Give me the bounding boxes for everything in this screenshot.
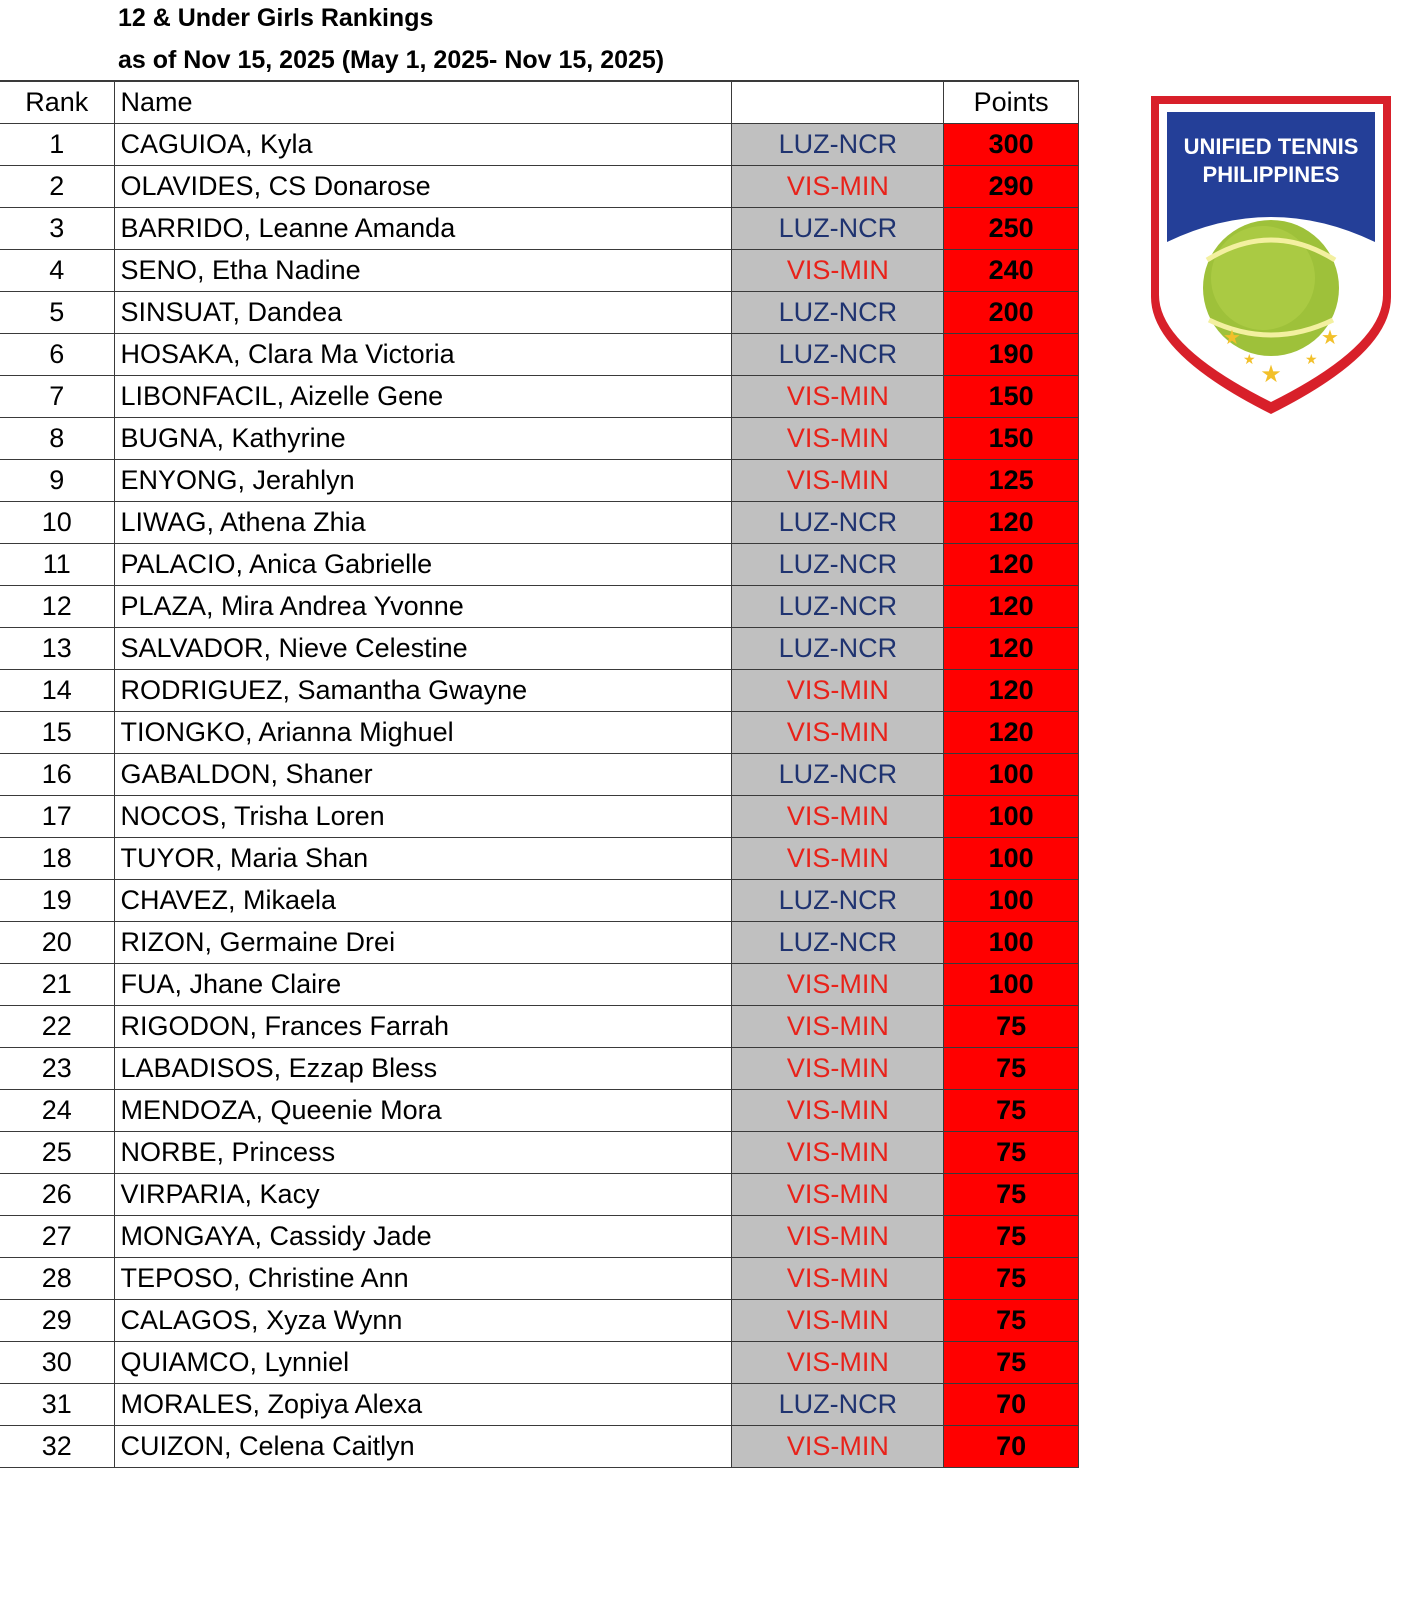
table-row [0, 586, 1079, 628]
name-cell: TIONGKO, Arianna Mighuel [114, 712, 732, 754]
region-cell: VIS-MIN [732, 1426, 944, 1468]
name-cell: MENDOZA, Queenie Mora [114, 1090, 732, 1132]
name-cell: CUIZON, Celena Caitlyn [114, 1426, 732, 1468]
table-row [0, 250, 1079, 292]
name-cell: LABADISOS, Ezzap Bless [114, 1048, 732, 1090]
rank-cell: 2 [0, 166, 114, 208]
region-cell: VIS-MIN [732, 796, 944, 838]
name-cell: GABALDON, Shaner [114, 754, 732, 796]
name-cell: FUA, Jhane Claire [114, 964, 732, 1006]
page-title: 12 & Under Girls Rankings [118, 4, 434, 32]
rank-cell: 23 [0, 1048, 114, 1090]
region-cell: LUZ-NCR [732, 880, 944, 922]
table-row [0, 1174, 1079, 1216]
name-cell: NOCOS, Trisha Loren [114, 796, 732, 838]
table-row [0, 1258, 1079, 1300]
table-row [0, 880, 1079, 922]
points-cell: 120 [944, 586, 1079, 628]
table-row [0, 334, 1079, 376]
table-row [0, 628, 1079, 670]
table-row [0, 1300, 1079, 1342]
region-cell: LUZ-NCR [732, 754, 944, 796]
name-cell: SENO, Etha Nadine [114, 250, 732, 292]
rank-cell: 31 [0, 1384, 114, 1426]
region-cell: VIS-MIN [732, 1174, 944, 1216]
name-cell: OLAVIDES, CS Donarose [114, 166, 732, 208]
name-cell: BARRIDO, Leanne Amanda [114, 208, 732, 250]
points-cell: 75 [944, 1090, 1079, 1132]
region-cell: VIS-MIN [732, 166, 944, 208]
region-cell: VIS-MIN [732, 838, 944, 880]
header-name: Name [114, 81, 732, 124]
rank-cell: 7 [0, 376, 114, 418]
table-row [0, 964, 1079, 1006]
points-cell: 290 [944, 166, 1079, 208]
rank-cell: 26 [0, 1174, 114, 1216]
table-row [0, 1426, 1079, 1468]
table-row [0, 418, 1079, 460]
header-region [732, 81, 944, 124]
name-cell: RIZON, Germaine Drei [114, 922, 732, 964]
table-row [0, 1006, 1079, 1048]
svg-text:★: ★ [1260, 360, 1282, 388]
points-cell: 100 [944, 880, 1079, 922]
points-cell: 70 [944, 1384, 1079, 1426]
rank-cell: 32 [0, 1426, 114, 1468]
table-row [0, 670, 1079, 712]
region-cell: VIS-MIN [732, 712, 944, 754]
table-row [0, 544, 1079, 586]
table-row [0, 460, 1079, 502]
name-cell: TUYOR, Maria Shan [114, 838, 732, 880]
table-row [0, 502, 1079, 544]
name-cell: SALVADOR, Nieve Celestine [114, 628, 732, 670]
rank-cell: 21 [0, 964, 114, 1006]
name-cell: BUGNA, Kathyrine [114, 418, 732, 460]
rank-cell: 14 [0, 670, 114, 712]
points-cell: 75 [944, 1048, 1079, 1090]
table-row [0, 1132, 1079, 1174]
page-subtitle: as of Nov 15, 2025 (May 1, 2025- Nov 15, 2025) [118, 46, 665, 74]
rank-cell: 19 [0, 880, 114, 922]
shield-logo-icon [1145, 92, 1397, 422]
rank-cell: 5 [0, 292, 114, 334]
region-cell: VIS-MIN [732, 670, 944, 712]
rank-cell: 3 [0, 208, 114, 250]
region-cell: VIS-MIN [732, 1132, 944, 1174]
table-row [0, 796, 1079, 838]
region-cell: LUZ-NCR [732, 502, 944, 544]
region-cell: VIS-MIN [732, 1216, 944, 1258]
region-cell: LUZ-NCR [732, 922, 944, 964]
region-cell: VIS-MIN [732, 418, 944, 460]
region-cell: VIS-MIN [732, 1006, 944, 1048]
header-points: Points [944, 81, 1079, 124]
name-cell: CALAGOS, Xyza Wynn [114, 1300, 732, 1342]
rankings-table-body [0, 81, 1079, 1468]
rankings-table [0, 80, 1079, 1468]
name-cell: TEPOSO, Christine Ann [114, 1258, 732, 1300]
region-cell: LUZ-NCR [732, 1384, 944, 1426]
rank-cell: 16 [0, 754, 114, 796]
points-cell: 120 [944, 502, 1079, 544]
svg-text:★: ★ [1223, 325, 1241, 349]
points-cell: 100 [944, 754, 1079, 796]
rank-cell: 22 [0, 1006, 114, 1048]
rank-cell: 12 [0, 586, 114, 628]
rank-cell: 24 [0, 1090, 114, 1132]
region-cell: VIS-MIN [732, 250, 944, 292]
name-cell: CAGUIOA, Kyla [114, 124, 732, 166]
rank-cell: 1 [0, 124, 114, 166]
table-row [0, 754, 1079, 796]
table-row [0, 292, 1079, 334]
rank-cell: 10 [0, 502, 114, 544]
table-row [0, 1090, 1079, 1132]
region-cell: VIS-MIN [732, 1342, 944, 1384]
points-cell: 75 [944, 1174, 1079, 1216]
rank-cell: 28 [0, 1258, 114, 1300]
name-cell: LIWAG, Athena Zhia [114, 502, 732, 544]
table-row [0, 1342, 1079, 1384]
points-cell: 240 [944, 250, 1079, 292]
name-cell: NORBE, Princess [114, 1132, 732, 1174]
points-cell: 75 [944, 1258, 1079, 1300]
name-cell: VIRPARIA, Kacy [114, 1174, 732, 1216]
table-row [0, 1048, 1079, 1090]
region-cell: VIS-MIN [732, 1258, 944, 1300]
table-row [0, 1216, 1079, 1258]
rank-cell: 18 [0, 838, 114, 880]
table-row [0, 1384, 1079, 1426]
rank-cell: 17 [0, 796, 114, 838]
rank-cell: 27 [0, 1216, 114, 1258]
points-cell: 150 [944, 376, 1079, 418]
name-cell: RODRIGUEZ, Samantha Gwayne [114, 670, 732, 712]
points-cell: 250 [944, 208, 1079, 250]
points-cell: 100 [944, 922, 1079, 964]
region-cell: LUZ-NCR [732, 124, 944, 166]
region-cell: VIS-MIN [732, 1300, 944, 1342]
rank-cell: 11 [0, 544, 114, 586]
points-cell: 100 [944, 796, 1079, 838]
points-cell: 120 [944, 544, 1079, 586]
points-cell: 100 [944, 838, 1079, 880]
name-cell: RIGODON, Frances Farrah [114, 1006, 732, 1048]
points-cell: 200 [944, 292, 1079, 334]
points-cell: 75 [944, 1342, 1079, 1384]
unified-tennis-philippines-logo [1145, 92, 1397, 422]
table-header-row [0, 81, 1079, 124]
name-cell: SINSUAT, Dandea [114, 292, 732, 334]
svg-text:★: ★ [1243, 352, 1256, 368]
logo-line2: PHILIPPINES [1202, 162, 1340, 187]
name-cell: QUIAMCO, Lynniel [114, 1342, 732, 1384]
rank-cell: 9 [0, 460, 114, 502]
points-cell: 75 [944, 1132, 1079, 1174]
region-cell: LUZ-NCR [732, 334, 944, 376]
name-cell: CHAVEZ, Mikaela [114, 880, 732, 922]
rank-cell: 20 [0, 922, 114, 964]
name-cell: PALACIO, Anica Gabrielle [114, 544, 732, 586]
name-cell: ENYONG, Jerahlyn [114, 460, 732, 502]
region-cell: VIS-MIN [732, 460, 944, 502]
rank-cell: 6 [0, 334, 114, 376]
rank-cell: 29 [0, 1300, 114, 1342]
svg-text:★: ★ [1305, 352, 1318, 368]
rank-cell: 13 [0, 628, 114, 670]
rank-cell: 8 [0, 418, 114, 460]
rank-cell: 4 [0, 250, 114, 292]
name-cell: MORALES, Zopiya Alexa [114, 1384, 732, 1426]
region-cell: VIS-MIN [732, 1048, 944, 1090]
points-cell: 100 [944, 964, 1079, 1006]
table-row [0, 208, 1079, 250]
region-cell: VIS-MIN [732, 376, 944, 418]
table-row [0, 922, 1079, 964]
logo-line1: UNIFIED TENNIS [1183, 134, 1359, 159]
points-cell: 75 [944, 1300, 1079, 1342]
points-cell: 120 [944, 670, 1079, 712]
points-cell: 120 [944, 628, 1079, 670]
svg-text:★: ★ [1321, 325, 1339, 349]
header-rank: Rank [0, 81, 114, 124]
table-row [0, 712, 1079, 754]
points-cell: 70 [944, 1426, 1079, 1468]
table-row [0, 166, 1079, 208]
name-cell: MONGAYA, Cassidy Jade [114, 1216, 732, 1258]
points-cell: 150 [944, 418, 1079, 460]
rank-cell: 30 [0, 1342, 114, 1384]
region-cell: VIS-MIN [732, 1090, 944, 1132]
points-cell: 190 [944, 334, 1079, 376]
region-cell: LUZ-NCR [732, 292, 944, 334]
region-cell: LUZ-NCR [732, 208, 944, 250]
region-cell: VIS-MIN [732, 964, 944, 1006]
region-cell: LUZ-NCR [732, 628, 944, 670]
name-cell: HOSAKA, Clara Ma Victoria [114, 334, 732, 376]
points-cell: 75 [944, 1006, 1079, 1048]
table-row [0, 838, 1079, 880]
points-cell: 120 [944, 712, 1079, 754]
table-row [0, 124, 1079, 166]
region-cell: LUZ-NCR [732, 544, 944, 586]
region-cell: LUZ-NCR [732, 586, 944, 628]
name-cell: LIBONFACIL, Aizelle Gene [114, 376, 732, 418]
table-row [0, 376, 1079, 418]
rank-cell: 25 [0, 1132, 114, 1174]
rank-cell: 15 [0, 712, 114, 754]
name-cell: PLAZA, Mira Andrea Yvonne [114, 586, 732, 628]
points-cell: 125 [944, 460, 1079, 502]
points-cell: 75 [944, 1216, 1079, 1258]
points-cell: 300 [944, 124, 1079, 166]
